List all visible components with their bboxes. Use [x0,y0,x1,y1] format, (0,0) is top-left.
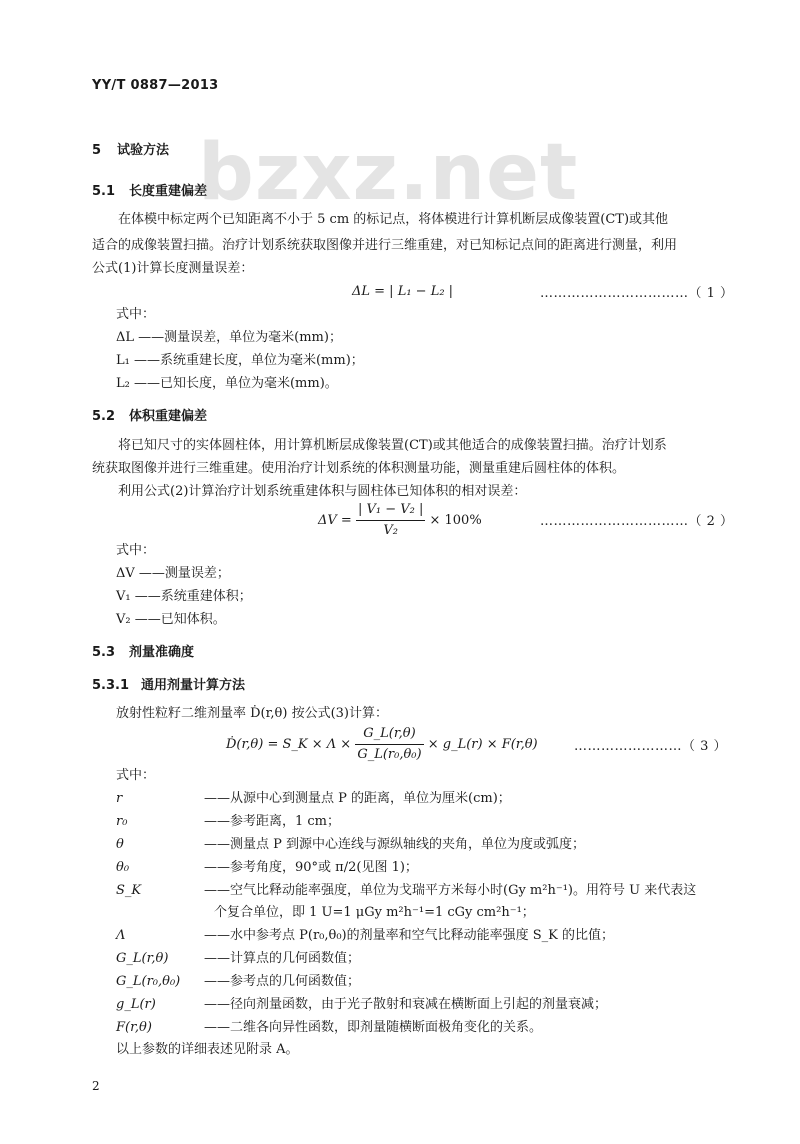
section-number: 5.3.1 [92,678,130,693]
definition-item: ΔL ——测量误差，单位为毫米(mm)； [116,330,342,345]
formula-lhs: Ḋ(r,θ) = S_K × Λ × [226,737,352,752]
formula-rhs: × 100% [429,513,482,528]
page-number: 2 [92,1079,100,1093]
section-number: 5 [92,143,102,158]
paragraph-line: 公式(1)计算长度测量误差： [92,261,254,276]
fraction-numerator: | V₁ − V₂ | [356,500,425,521]
paragraph-line: 利用公式(2)计算治疗计划系统重建体积与圆柱体已知体积的相对误差： [118,484,527,499]
fraction-denominator: G_L(r₀,θ₀) [357,747,422,762]
paragraph-line: 统获取图像并进行三维重建。使用治疗计划系统的体积测量功能，测量重建后圆柱体的体积。 [92,461,626,476]
definition-symbol: G_L(r₀,θ₀) [116,974,181,989]
definition-symbol: r [116,791,123,806]
definition-text: ——参考距离，1 cm； [204,814,341,829]
definition-symbol: θ [116,837,124,852]
doc-code-header: YY/T 0887—2013 [92,78,219,93]
definition-text: ——从源中心到测量点 P 的距离，单位为厘米(cm)； [204,791,511,806]
fraction-denominator: V₂ [383,523,398,538]
formula-rhs: × g_L(r) × F(r,θ) [427,737,538,752]
definition-symbol: r₀ [116,814,128,829]
paragraph-line: 放射性粒籽二维剂量率 Ḋ(r,θ) 按公式(3)计算： [116,706,388,721]
definition-symbol: Λ [116,928,126,943]
section-number: 5.1 [92,184,116,199]
formula-3 [226,724,538,765]
section-5-1-heading [92,180,207,199]
section-title: 长度重建偏差 [129,184,208,199]
definition-text: ——径向剂量函数，由于光子散射和衰减在横断面上引起的剂量衰减； [204,997,608,1012]
section-title: 体积重建偏差 [129,409,208,424]
definition-symbol: F(r,θ) [116,1020,152,1035]
section-title: 试验方法 [117,143,170,158]
paragraph-line: 在体模中标定两个已知距离不小于 5 cm 的标记点，将体模进行计算机断层成像装置(CT)或其他 [118,212,669,227]
equation-number-1: ……………………………（ 1 ） [540,286,734,301]
section-number: 5.2 [92,409,116,424]
paragraph-line: 将已知尺寸的实体圆柱体，用计算机断层成像装置(CT)或其他适合的成像装置扫描。治疗计划系 [118,438,667,453]
where-label: 式中： [116,307,156,322]
definition-text-continuation: 个复合单位，即 1 U=1 μGy m²h⁻¹=1 cGy cm²h⁻¹； [214,905,535,920]
section-number: 5.3 [92,645,116,660]
section-5-2-heading [92,405,207,424]
definition-symbol: S_K [116,883,142,898]
formula-fraction [356,500,425,541]
definition-symbol: g_L(r) [116,997,156,1012]
definition-text: ——水中参考点 P(r₀,θ₀)的剂量率和空气比释动能率强度 S_K 的比值； [204,928,615,943]
where-label: 式中： [116,543,156,558]
formula-2 [318,500,482,541]
definition-item: V₁ ——系统重建体积； [116,589,252,604]
section-title: 剂量准确度 [129,645,195,660]
definition-text: ——计算点的几何函数值； [204,951,361,966]
section-5-3-heading [92,641,194,660]
definition-item: ΔV ——测量误差； [116,566,230,581]
section-5-heading [92,139,169,158]
equation-number-2: ……………………………（ 2 ） [540,514,734,529]
definition-symbol: θ₀ [116,860,130,875]
formula-fraction [355,724,423,765]
closing-note: 以上参数的详细表述见附录 A。 [116,1042,299,1057]
section-title: 通用剂量计算方法 [141,678,246,693]
formula-lhs: ΔV = [318,513,352,528]
definition-text: ——空气比释动能率强度，单位为戈瑞平方米每小时(Gy m²h⁻¹)。用符号 U 来代表这 [204,883,697,898]
definition-symbol: G_L(r,θ) [116,951,169,966]
fraction-numerator: G_L(r,θ) [355,724,423,745]
definition-text: ——参考角度，90°或 π/2(见图 1)； [204,860,418,875]
paragraph-line: 适合的成像装置扫描。治疗计划系统获取图像并进行三维重建，对已知标记点间的距离进行测量，利用 [92,238,678,253]
definition-text: ——参考点的几何函数值； [204,974,361,989]
definition-item: V₂ ——已知体积。 [116,612,226,627]
where-label: 式中： [116,768,156,783]
definition-item: L₁ ——系统重建长度，单位为毫米(mm)； [116,353,364,368]
watermark: bzxz.net [198,128,579,218]
equation-number-3: ……………………（ 3 ） [574,739,728,754]
formula-1: ΔL = | L₁ − L₂ | [352,284,454,299]
definition-item: L₂ ——已知长度，单位为毫米(mm)。 [116,376,338,391]
definition-text: ——测量点 P 到源中心连线与源纵轴线的夹角，单位为度或弧度； [204,837,586,852]
definition-text: ——二维各向异性函数，即剂量随横断面极角变化的关系。 [204,1020,543,1035]
section-5-3-1-heading [92,674,245,693]
